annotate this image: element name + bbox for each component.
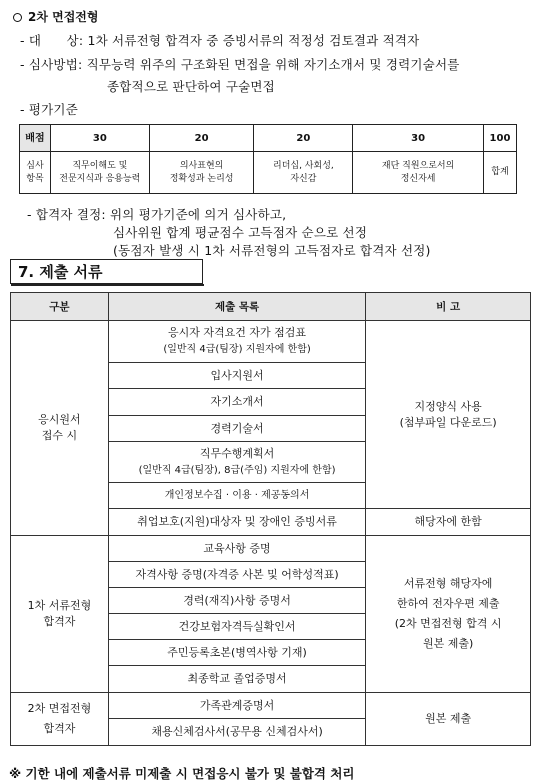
eval-row-label: 심사 항목 — [20, 152, 51, 194]
group-note-first-pass: 서류전형 해당자에 한하여 전자우편 제출 (2차 면접전형 합격 시 원본 제출) — [366, 536, 531, 693]
docs-header-cell: 비 고 — [366, 293, 531, 321]
footer-note: ※ 기한 내에 제출서류 미제출 시 면접응시 불가 및 불합격 처리 — [9, 766, 355, 781]
doc-item: 주민등록초본(병역사항 기재) — [108, 640, 365, 666]
doc-item: 개인정보수집 · 이용 · 제공동의서 — [108, 483, 365, 509]
group-label-application: 응시원서 접수 시 — [11, 321, 109, 536]
criteria-label: - 평가기준 — [20, 102, 78, 117]
doc-item: 자기소개서 — [108, 389, 365, 416]
doc-item: 채용신체검사서(공무용 신체검사서) — [108, 719, 365, 746]
heading-underline — [11, 284, 204, 286]
interview-section-title: 2차 면접전형 — [13, 8, 99, 25]
section-7-heading: 7. 제출 서류 — [10, 259, 203, 284]
eval-item-cell: 의사표현의 정확성과 논리성 — [149, 152, 254, 194]
method-line-1: 직무능력 위주의 구조화된 면접을 위해 자기소개서 및 경력기술서를 — [86, 57, 460, 72]
doc-item: 최종학교 졸업증명서 — [108, 666, 365, 693]
doc-item: 응시자 자격요건 자가 점검표 (일반직 4급(팀장) 지원자에 한함) — [108, 321, 365, 363]
eval-items-row — [20, 152, 517, 194]
target-label: - 대 상: — [20, 33, 84, 48]
pass-decision-line-3: (동점자 발생 시 1차 서류전형의 고득점자로 합격자 선정) — [113, 243, 431, 258]
group-label-second-pass: 2차 면접전형 합격자 — [11, 693, 109, 746]
group-note-application: 지정양식 사용 (첨부파일 다운로드) — [366, 321, 531, 509]
group-note-second-pass: 원본 제출 — [366, 693, 531, 746]
doc-item: 취업보호(지원)대상자 및 장애인 증빙서류 — [108, 509, 365, 536]
doc-item: 경력기술서 — [108, 416, 365, 442]
eval-header-cell: 30 — [50, 125, 149, 152]
doc-item: 입사지원서 — [108, 363, 365, 389]
eval-header-cell: 20 — [149, 125, 254, 152]
target-row — [20, 31, 419, 49]
eval-item-cell: 재단 직원으로서의 정신자세 — [353, 152, 484, 194]
submission-documents-table — [10, 292, 531, 746]
doc-item: 자격사항 증명(자격증 사본 및 어학성적표) — [108, 562, 365, 588]
doc-item: 직무수행계획서 (일반직 4급(팀장), 8급(주임) 지원자에 한함) — [108, 442, 365, 483]
evaluation-criteria-table — [19, 124, 517, 194]
pass-decision-line-2: 심사위원 합계 평균점수 고득점자 순으로 선정 — [113, 225, 368, 240]
table-row — [11, 321, 531, 363]
docs-header-cell: 구분 — [11, 293, 109, 321]
eval-header-cell: 20 — [254, 125, 353, 152]
pass-decision-line-1: - 합격자 결정: 위의 평가기준에 의거 심사하고, — [27, 207, 287, 222]
eval-item-cell: 리더십, 사회성, 자신감 — [254, 152, 353, 194]
table-row — [11, 693, 531, 719]
doc-item: 교육사항 증명 — [108, 536, 365, 562]
eval-header-row — [20, 125, 517, 152]
doc-item: 건강보험자격득실확인서 — [108, 614, 365, 640]
eval-header-cell: 30 — [353, 125, 484, 152]
target-text: 1차 서류전형 합격자 중 증빙서류의 적정성 검토결과 적격자 — [87, 33, 420, 48]
eval-item-cell: 직무이해도 및 전문지식과 응용능력 — [50, 152, 149, 194]
eval-header-cell: 100 — [483, 125, 516, 152]
method-line-2: 종합적으로 판단하여 구술면접 — [107, 79, 275, 94]
doc-item: 가족관계증명서 — [108, 693, 365, 719]
docs-header-row — [11, 293, 531, 321]
extra-note: 해당자에 한함 — [366, 509, 531, 536]
table-row — [11, 536, 531, 562]
docs-header-cell: 제출 목록 — [108, 293, 365, 321]
method-label: - 심사방법: — [20, 57, 83, 72]
group-label-first-pass: 1차 서류전형 합격자 — [11, 536, 109, 693]
eval-total-cell: 합계 — [483, 152, 516, 194]
eval-header-cell: 배점 — [20, 125, 51, 152]
doc-item: 경력(재직)사항 증명서 — [108, 588, 365, 614]
circle-bullet-icon — [13, 13, 22, 22]
method-row — [20, 55, 460, 73]
